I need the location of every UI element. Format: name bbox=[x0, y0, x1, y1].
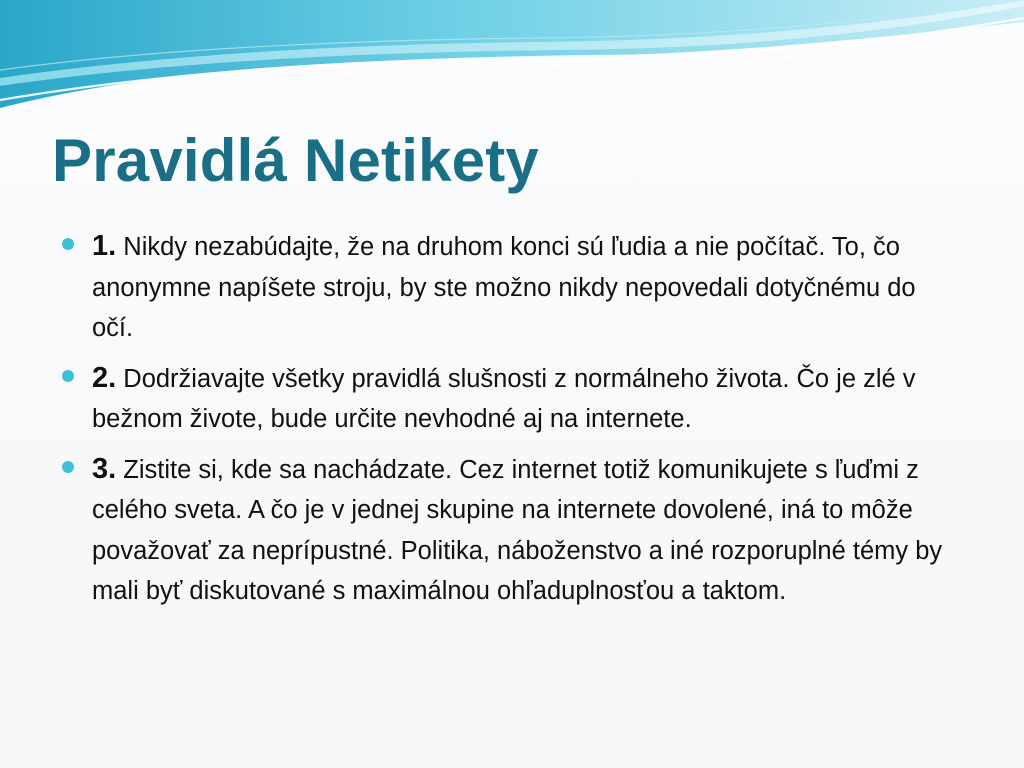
list-item bbox=[62, 226, 962, 349]
list-item bbox=[62, 449, 962, 612]
rule-text: Dodržiavajte všetky pravidlá slušnosti z normálneho života. Čo je zlé v bežnom živote, bude určite nevhodné aj na internete. bbox=[92, 364, 916, 433]
bullet-dot-icon bbox=[62, 238, 74, 250]
bullet-dot-icon bbox=[62, 370, 74, 382]
slide-title: Pravidlá Netikety bbox=[52, 127, 539, 194]
rule-number: 2. bbox=[92, 361, 117, 394]
header-wave-decoration bbox=[0, 0, 1024, 120]
rule-number: 1. bbox=[92, 230, 117, 262]
list-item bbox=[62, 358, 962, 440]
bullet-list bbox=[62, 226, 962, 621]
bullet-dot-icon bbox=[62, 461, 74, 473]
rule-text: Zistite si, kde sa nachádzate. Cez internet totiž komunikujete s ľuďmi z celého sveta. A čo je v jednej skupine na internete dovolené, iná to môže považovať za neprípustné. Politika, náboženstvo a iné rozporuplné témy by mali byť diskutované s maximálnou ohľaduplnosťou a taktom. bbox=[92, 455, 943, 605]
rule-text: Nikdy nezabúdajte, že na druhom konci sú ľudia a nie počítač. To, čo anonymne napíšete stroju, by ste možno nikdy nepovedali dotyčnému do očí. bbox=[92, 233, 916, 342]
rule-number: 3. bbox=[92, 452, 117, 485]
